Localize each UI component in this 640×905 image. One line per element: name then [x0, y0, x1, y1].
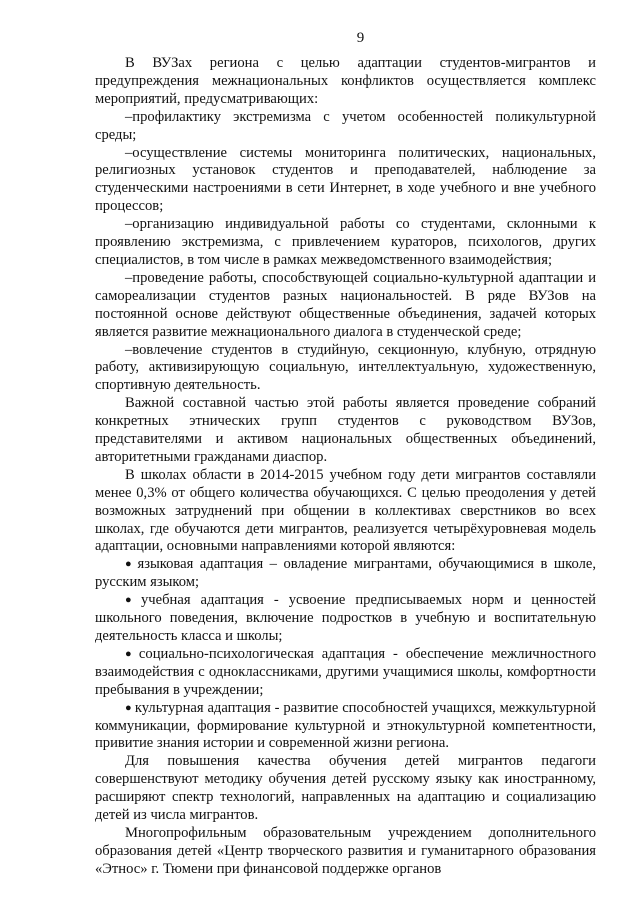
- paragraph: –профилактику экстремизма с учетом особенностей поликультурной среды;: [95, 108, 596, 143]
- paragraph: –осуществление системы мониторинга политических, национальных, религиозных установок студентов и преподавателей, наблюдение за студенческими настроениями в сети Интернет, в ходе учебного и вне учебного процессов;: [95, 144, 596, 215]
- bullet-text: языковая адаптация – овладение мигрантами, обучающимися в школе, русским языком;: [95, 556, 596, 591]
- bullet-item: [95, 700, 596, 754]
- paragraph: –проведение работы, способствующей социально-культурной адаптации и самореализации студентов разных национальностей. В ряде ВУЗов на постоянной основе действуют общественные объединения, задачей которых является развитие межнационального диалога в студенческой среде;: [95, 269, 596, 340]
- bullet-icon: ●: [125, 594, 138, 607]
- paragraph: –вовлечение студентов в студийную, секционную, клубную, отрядную работу, активизирующую социальную, интеллектуальную, художественную, спортивную деятельность.: [95, 341, 596, 394]
- page-number: 9: [356, 30, 365, 46]
- bullet-text: учебная адаптация - усвоение предписываемых норм и ценностей школьного поведения, включение подростков в учебную и воспитательную деятельность класса и школы;: [95, 592, 596, 644]
- bullet-text: культурная адаптация - развитие способностей учащихся, межкультурной коммуникации, формирование культурной и этнокультурной компетентности, привитие знания истории и современной жизни региона.: [95, 699, 596, 752]
- paragraph: В школах области в 2014-2015 учебном году дети мигрантов составляли менее 0,3% от общего количества обучающихся. С целью преодоления у детей возможных затруднений при общении в коллективах сверстников во всех школах, где обучаются дети мигрантов, реализуется четырёхуровневая модель адаптации, основными направлениями которой являются:: [95, 466, 596, 555]
- paragraph: Многопрофильным образовательным учреждением дополнительного образования детей «Центр творческого развития и гуманитарного образования «Этнос» г. Тюмени при финансовой поддержке органов: [95, 824, 596, 877]
- paragraph: –организацию индивидуальной работы со студентами, склонными к проявлению экстремизма, с привлечением кураторов, психологов, других специалистов, в том числе в рамках межведомственного взаимодействия;: [95, 216, 596, 268]
- bullet-item: [95, 592, 596, 646]
- bullet-icon: ●: [125, 558, 135, 571]
- bullet-item: [95, 646, 596, 700]
- bullet-icon: ●: [125, 647, 136, 660]
- body-text: [95, 55, 596, 879]
- bullet-item: [95, 556, 596, 592]
- bullet-icon: ●: [125, 701, 132, 714]
- paragraph: Для повышения качества обучения детей мигрантов педагоги совершенствуют методику обучения детей русскому языку как иностранному, расширяют спектр технологий, направленных на адаптацию и социализацию детей из числа мигрантов.: [95, 753, 596, 824]
- paragraph: Важной составной частью этой работы является проведение собраний конкретных этнических групп студентов с руководством ВУЗов, представителями и активом национальных общественных объединений, авторитетными гражданами диаспор.: [95, 395, 596, 465]
- paragraph: В ВУЗах региона с целью адаптации студентов-мигрантов и предупреждения межнациональных конфликтов осуществляется комплекс мероприятий, предусматривающих:: [95, 55, 596, 107]
- bullet-text: социально-психологическая адаптация - обеспечение межличностного взаимодействия с одноклассниками, другими учащимися школы, комфортности пребывания в учреждении;: [95, 645, 596, 698]
